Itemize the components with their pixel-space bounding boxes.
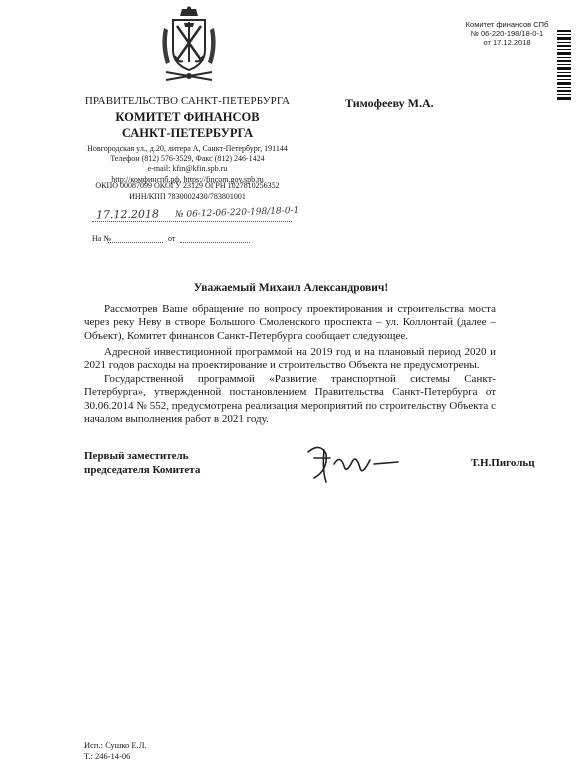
barcode-graphic [557,30,571,100]
registration-stamp [452,20,562,47]
signatory-title-line1: Первый заместитель [84,450,189,462]
signatory-title-line2: председателя Комитета [84,464,201,476]
recipient: Тимофееву М.А. [345,96,434,110]
paragraph-2: Адресной инвестиционной программой на 2019 год и на плановый период 2020 и 2021 годов расходы на проектирование и строительство Объекта не предусмотрены. [84,346,496,372]
contact-block [60,144,315,185]
committee-title-line2: САНКТ-ПЕТЕРБУРГА [121,126,254,140]
website: http://комфинспб.рф, https://fincom.gov.spb.ru [111,174,264,184]
incoming-ref-blank [108,242,163,243]
barcode [557,30,571,100]
signatory-name: Т.Н.Пигольц [471,457,535,469]
stamp-number: № 06-220-198/18-0-1 [470,29,544,38]
inn-kpp: ИНН/КПП 7830002430/783801001 [129,191,246,201]
reference-underline [92,220,292,222]
okpo-codes: ОКПО 00087099 ОКОГУ 23129 ОГРН 1027810256352 [95,181,280,190]
executor-info [84,740,147,762]
government-title: ПРАВИТЕЛЬСТВО САНКТ-ПЕТЕРБУРГА [84,95,291,107]
registry-codes [60,181,315,202]
incoming-date-label: от [168,234,176,243]
greeting: Уважаемый Михаил Александрович! [193,282,389,294]
paragraph-3: Государственной программой «Развитие транспортной системы Санкт-Петербурга», утвержденной постановлением Правительства Санкт-Петербурга от 30.06.2014 № 552, предусмотрена реализация мероприятий по строительству Объекта с началом выполнения работ в 2021 году. [84,373,496,426]
phone-fax: Телефон (812) 576-3529, Факс (812) 246-1424 [110,154,265,164]
email: e-mail: kfin@kfin.spb.ru [147,164,228,174]
address: Новгородская ул., д.20, литера А, Санкт-Петербург, 191144 [87,144,288,153]
handwritten-date: 17.12.2018 [95,207,160,222]
handwritten-number: № 06-12-06-220-198/18-0-1 [174,205,300,221]
signature-graphic [300,440,410,485]
paragraph-1: Рассмотрев Ваше обращение по вопросу проектирования и строительства моста через реку Неву в створе Большого Смоленского проспекта – ул. Коллонтай (далее – Объект), Комитет финансов Санкт-Петербурга сообщает следующее. [84,303,496,342]
coat-of-arms-emblem [158,6,220,88]
committee-title-line1: КОМИТЕТ ФИНАНСОВ [115,110,260,124]
stamp-org: Комитет финансов СПб [465,20,549,29]
incoming-ref-label: На № [92,234,111,243]
executor-name: Исп.: Сушко Е.Л. [84,740,147,750]
stamp-date: от 17.12.2018 [483,38,531,47]
incoming-date-blank [180,242,250,243]
executor-phone: Т.: 246-14-06 [84,751,131,761]
handwritten-signature [300,440,410,485]
signatory-title [84,449,200,477]
emblem-graphic [158,6,220,88]
